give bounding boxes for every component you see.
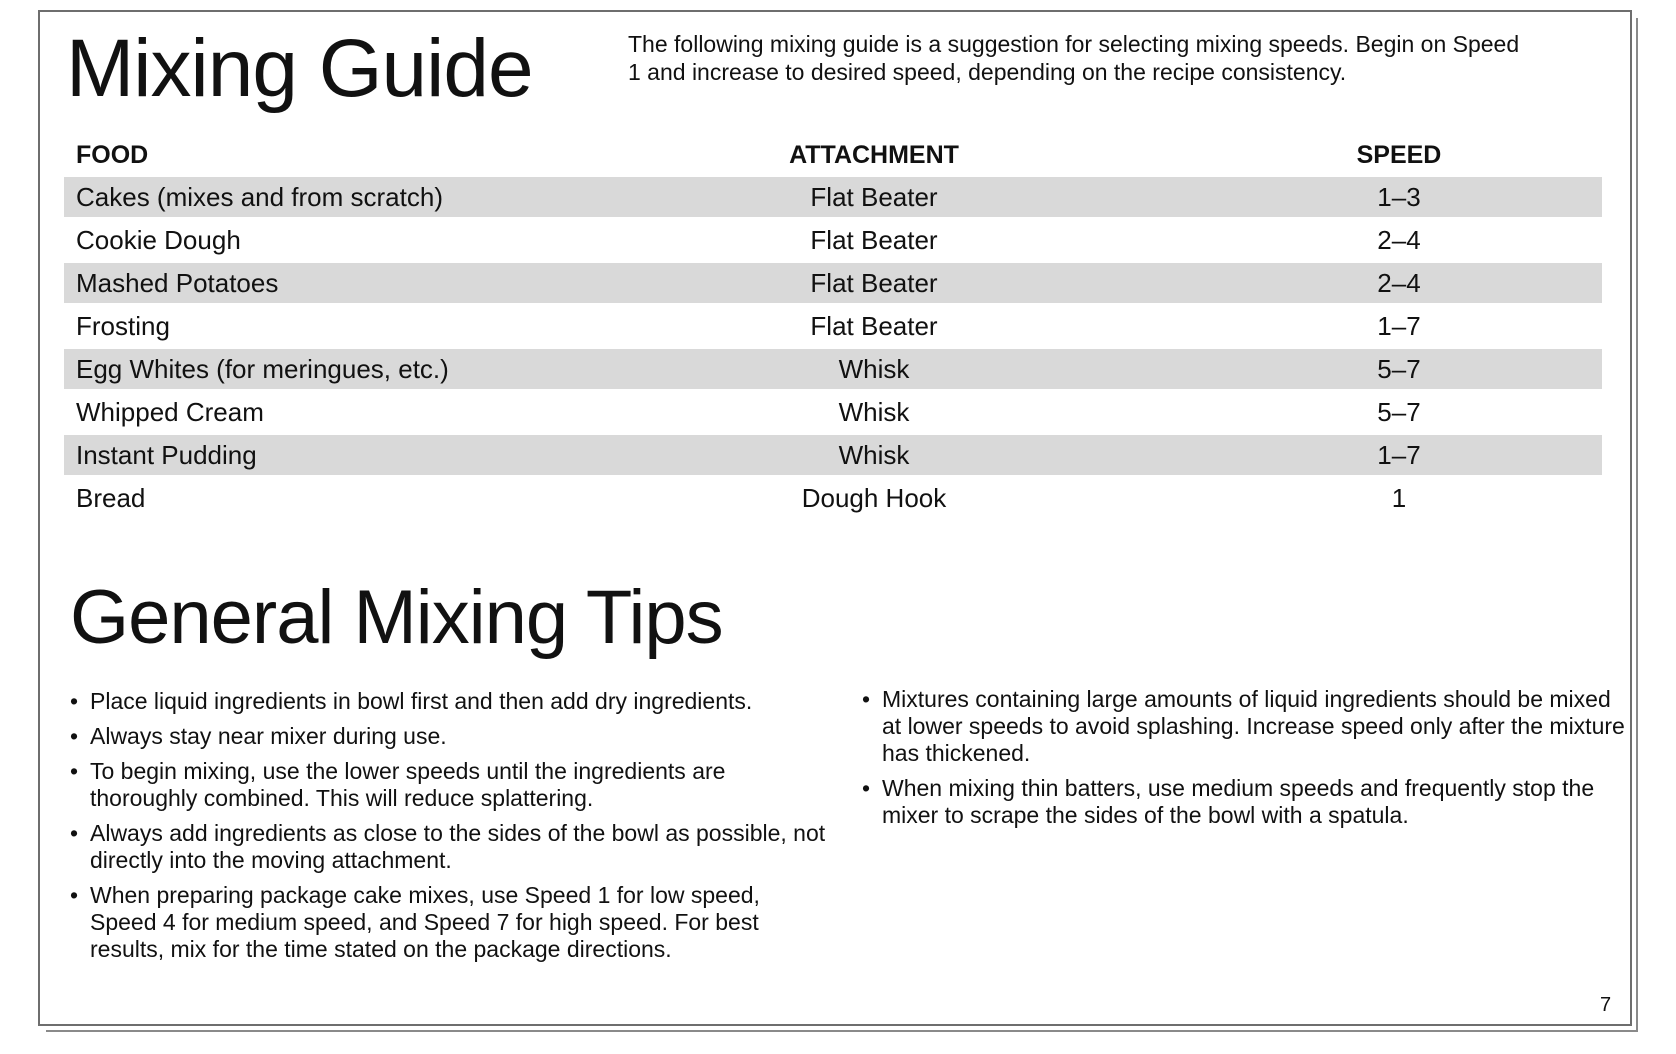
list-item	[70, 758, 830, 812]
tips-list-left	[70, 688, 830, 971]
table-row	[64, 477, 1602, 520]
tip-text: Place liquid ingredients in bowl first and then add dry ingredients.	[90, 688, 753, 714]
cell-speed: 5–7	[1377, 397, 1421, 427]
table-row	[64, 305, 1602, 348]
cell-attachment: Whisk	[838, 353, 910, 384]
bullet-icon: •	[70, 688, 79, 714]
tip-text: To begin mixing, use the lower speeds until the ingredients are thoroughly combined. This will reduce splattering.	[90, 758, 726, 811]
header-speed: SPEED	[1356, 140, 1442, 169]
tip-text: Always stay near mixer during use.	[90, 723, 447, 749]
bullet-icon: •	[70, 820, 79, 846]
cell-speed: 2–4	[1377, 267, 1421, 298]
bullet-icon: •	[862, 775, 871, 801]
mixing-guide-title: Mixing Guide	[66, 23, 533, 114]
bullet-icon: •	[70, 758, 79, 784]
cell-attachment: Whisk	[838, 397, 910, 427]
table-row	[64, 391, 1602, 434]
list-item	[70, 688, 830, 715]
tip-text: Mixtures containing large amounts of liquid ingredients should be mixed at lower speeds to avoid splashing. Increase speed only after the mixture has thickened.	[882, 686, 1625, 766]
cell-attachment: Flat Beater	[810, 311, 938, 341]
cell-speed: 2–4	[1377, 225, 1421, 255]
cell-speed: 1–7	[1377, 439, 1421, 470]
table-row	[64, 219, 1602, 262]
cell-food: Cookie Dough	[76, 225, 241, 255]
cell-speed: 1–3	[1377, 181, 1421, 212]
table-row	[64, 435, 1602, 475]
cell-attachment: Dough Hook	[801, 483, 947, 513]
cell-food: Frosting	[76, 311, 170, 341]
cell-food: Egg Whites (for meringues, etc.)	[76, 353, 449, 384]
cell-speed: 1–7	[1377, 311, 1421, 341]
tip-text: When mixing thin batters, use medium speeds and frequently stop the mixer to scrape the sides of the bowl with a spatula.	[882, 775, 1595, 828]
cell-food: Whipped Cream	[76, 397, 264, 427]
cell-attachment: Flat Beater	[810, 267, 938, 298]
cell-attachment: Whisk	[838, 439, 910, 470]
bullet-icon: •	[862, 686, 871, 712]
mixing-guide-intro: The following mixing guide is a suggestion for selecting mixing speeds. Begin on Speed 1 and increase to desired speed, depending on the recipe consistency.	[628, 31, 1520, 85]
cell-speed: 1	[1391, 483, 1407, 513]
tip-text: When preparing package cake mixes, use Speed 1 for low speed, Speed 4 for medium speed, and Speed 7 for high speed. For best results, mix for the time stated on the package directions.	[90, 882, 760, 962]
cell-food: Cakes (mixes and from scratch)	[76, 181, 443, 212]
general-mixing-tips-title: General Mixing Tips	[70, 575, 723, 660]
cell-speed: 5–7	[1377, 353, 1421, 384]
header-food: FOOD	[76, 140, 149, 169]
table-row	[64, 349, 1602, 389]
table-row	[64, 177, 1602, 217]
list-item	[70, 820, 830, 874]
bullet-icon: •	[70, 882, 79, 908]
cell-attachment: Flat Beater	[810, 225, 938, 255]
cell-attachment: Flat Beater	[810, 181, 938, 212]
cell-food: Bread	[76, 483, 146, 513]
cell-food: Mashed Potatoes	[76, 267, 279, 298]
mixing-guide-table	[64, 134, 1602, 520]
list-item	[862, 775, 1632, 829]
bullet-icon: •	[70, 723, 79, 749]
list-item	[70, 882, 830, 963]
tips-list-right	[862, 686, 1632, 837]
header-attachment: ATTACHMENT	[789, 140, 959, 169]
page-number: 7	[1600, 994, 1612, 1016]
list-item	[70, 723, 830, 750]
table-row	[64, 263, 1602, 303]
tip-text: Always add ingredients as close to the sides of the bowl as possible, not directly into the moving attachment.	[90, 820, 826, 873]
cell-food: Instant Pudding	[76, 439, 257, 470]
table-header	[64, 134, 1602, 176]
list-item	[862, 686, 1632, 767]
